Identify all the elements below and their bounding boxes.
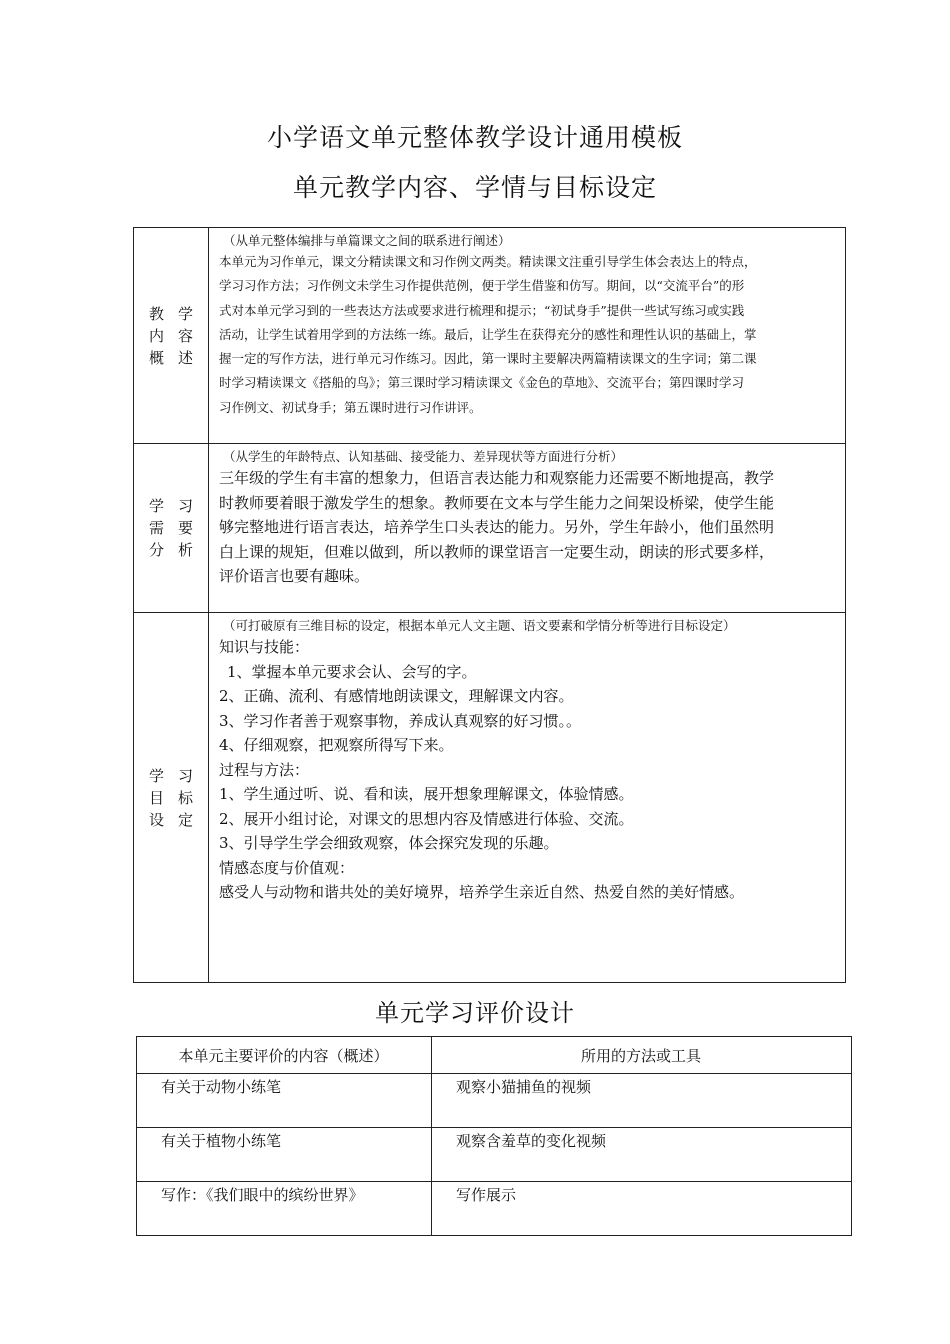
label-line: 概述 bbox=[148, 348, 207, 367]
needs-line: 白上课的规矩，但难以做到，所以教师的课堂语言一定要生动，朗读的形式要多样， bbox=[219, 542, 775, 561]
needs-line: 时教师要着眼于激发学生的想象。教师要在文本与学生能力之间架设桥梁，使学生能 bbox=[219, 493, 775, 512]
evaluation-header-method: 所用的方法或工具 bbox=[432, 1037, 852, 1074]
goals-line: 2、正确、流利、有感情地朗读课文，理解课文内容。 bbox=[219, 687, 574, 705]
goals-content bbox=[209, 613, 846, 983]
label-line: 内容 bbox=[148, 326, 207, 345]
table-row bbox=[137, 1128, 852, 1182]
document-title: 小学语文单元整体教学设计通用模板 bbox=[266, 123, 683, 152]
goals-line: 2、展开小组讨论，对课文的思想内容及情感进行体验、交流。 bbox=[219, 809, 634, 828]
evaluation-method-cell: 观察小猫捕鱼的视频 bbox=[432, 1074, 852, 1128]
evaluation-content-cell: 有关于植物小练笔 bbox=[137, 1128, 432, 1182]
overview-hint: （从单元整体编排与单篇课文之间的联系进行阐述） bbox=[223, 233, 511, 248]
needs-line: 评价语言也要有趣味。 bbox=[219, 567, 370, 585]
evaluation-method-cell: 写作展示 bbox=[432, 1182, 852, 1236]
label-line: 需要 bbox=[148, 519, 207, 537]
goals-line: 1、学生通过听、说、看和读，展开想象理解课文，体验情感。 bbox=[219, 785, 634, 803]
needs-line: 三年级的学生有丰富的想象力，但语言表达能力和观察能力还需要不断地提高，教学 bbox=[219, 469, 775, 487]
goals-row bbox=[134, 613, 846, 983]
overview-line: 握一定的写作方法，进行单元习作练习。因此，第一课时主要解决两篇精读课文的生字词；第二课 bbox=[219, 351, 757, 367]
overview-line: 本单元为习作单元，课文分精读课文和习作例文两类。精读课文注重引导学生体会表达上的特点， bbox=[219, 254, 757, 269]
goals-line: 4、仔细观察，把观察所得写下来。 bbox=[219, 736, 454, 754]
overview-line: 习作例文、初试身手；第五课时进行习作讲评。 bbox=[219, 399, 482, 415]
evaluation-header-content: 本单元主要评价的内容（概述） bbox=[137, 1037, 432, 1074]
overview-content bbox=[209, 228, 846, 444]
goals-line: 感受人与动物和谐共处的美好境界，培养学生亲近自然、热爱自然的美好情感。 bbox=[219, 883, 745, 901]
goals-line: 1、掌握本单元要求会认、会写的字。 bbox=[227, 662, 477, 681]
goals-line: 3、引导学生学会细致观察，体会探究发现的乐趣。 bbox=[219, 834, 559, 852]
label-line: 设定 bbox=[148, 810, 207, 829]
overview-line: 式对本单元学习到的一些表达方法或要求进行梳理和提示；“初试身手”提供一些试写练习或实践 bbox=[219, 302, 745, 318]
unit-design-table bbox=[133, 227, 846, 983]
evaluation-content-cell: 写作：《我们眼中的缤纷世界》 bbox=[137, 1182, 432, 1236]
table-row bbox=[137, 1074, 852, 1128]
table-row bbox=[137, 1182, 852, 1236]
goals-label bbox=[134, 613, 209, 983]
needs-line: 够完整地进行语言表达，培养学生口头表达的能力。另外，学生年龄小，他们虽然明 bbox=[219, 518, 775, 536]
overview-line: 活动，让学生试着用学到的方法练一练。最后，让学生在获得充分的感性和理性认识的基础上，掌 bbox=[219, 326, 757, 342]
evaluation-table bbox=[136, 1036, 852, 1236]
label-line: 目标 bbox=[148, 788, 207, 807]
goals-heading-emotion: 情感态度与价值观： bbox=[219, 858, 355, 877]
section-title-unit-content: 单元教学内容、学情与目标设定 bbox=[292, 173, 657, 202]
goals-heading-process: 过程与方法： bbox=[219, 760, 310, 779]
label-line: 学习 bbox=[148, 497, 207, 515]
evaluation-method-cell: 观察含羞草的变化视频 bbox=[432, 1128, 852, 1182]
overview-row bbox=[134, 228, 846, 444]
evaluation-header-row bbox=[137, 1037, 852, 1074]
needs-hint: （从学生的年龄特点、认知基础、接受能力、差异现状等方面进行分析） bbox=[223, 449, 624, 464]
evaluation-content-cell: 有关于动物小练笔 bbox=[137, 1074, 432, 1128]
needs-content bbox=[209, 444, 846, 613]
label-line: 学习 bbox=[148, 766, 207, 785]
goals-hint: （可打破原有三维目标的设定，根据本单元人文主题、语文要素和学情分析等进行目标设定） bbox=[223, 618, 736, 633]
overview-line: 时学习精读课文《搭船的鸟》；第三课时学习精读课文《金色的草地》、交流平台；第四课时学习 bbox=[219, 375, 745, 391]
label-line: 教学 bbox=[148, 304, 207, 323]
overview-line: 学习习作方法；习作例文未学生习作提供范例，便于学生借鉴和仿写。期间，以“交流平台”的形 bbox=[219, 278, 745, 294]
overview-label bbox=[134, 228, 209, 444]
needs-label bbox=[134, 444, 209, 613]
label-line: 分析 bbox=[148, 541, 207, 559]
section-title-evaluation: 单元学习评价设计 bbox=[375, 999, 575, 1027]
goals-heading-knowledge: 知识与技能： bbox=[219, 638, 310, 656]
goals-line: 3、学习作者善于观察事物，养成认真观察的好习惯。。 bbox=[219, 711, 582, 730]
needs-row bbox=[134, 444, 846, 613]
